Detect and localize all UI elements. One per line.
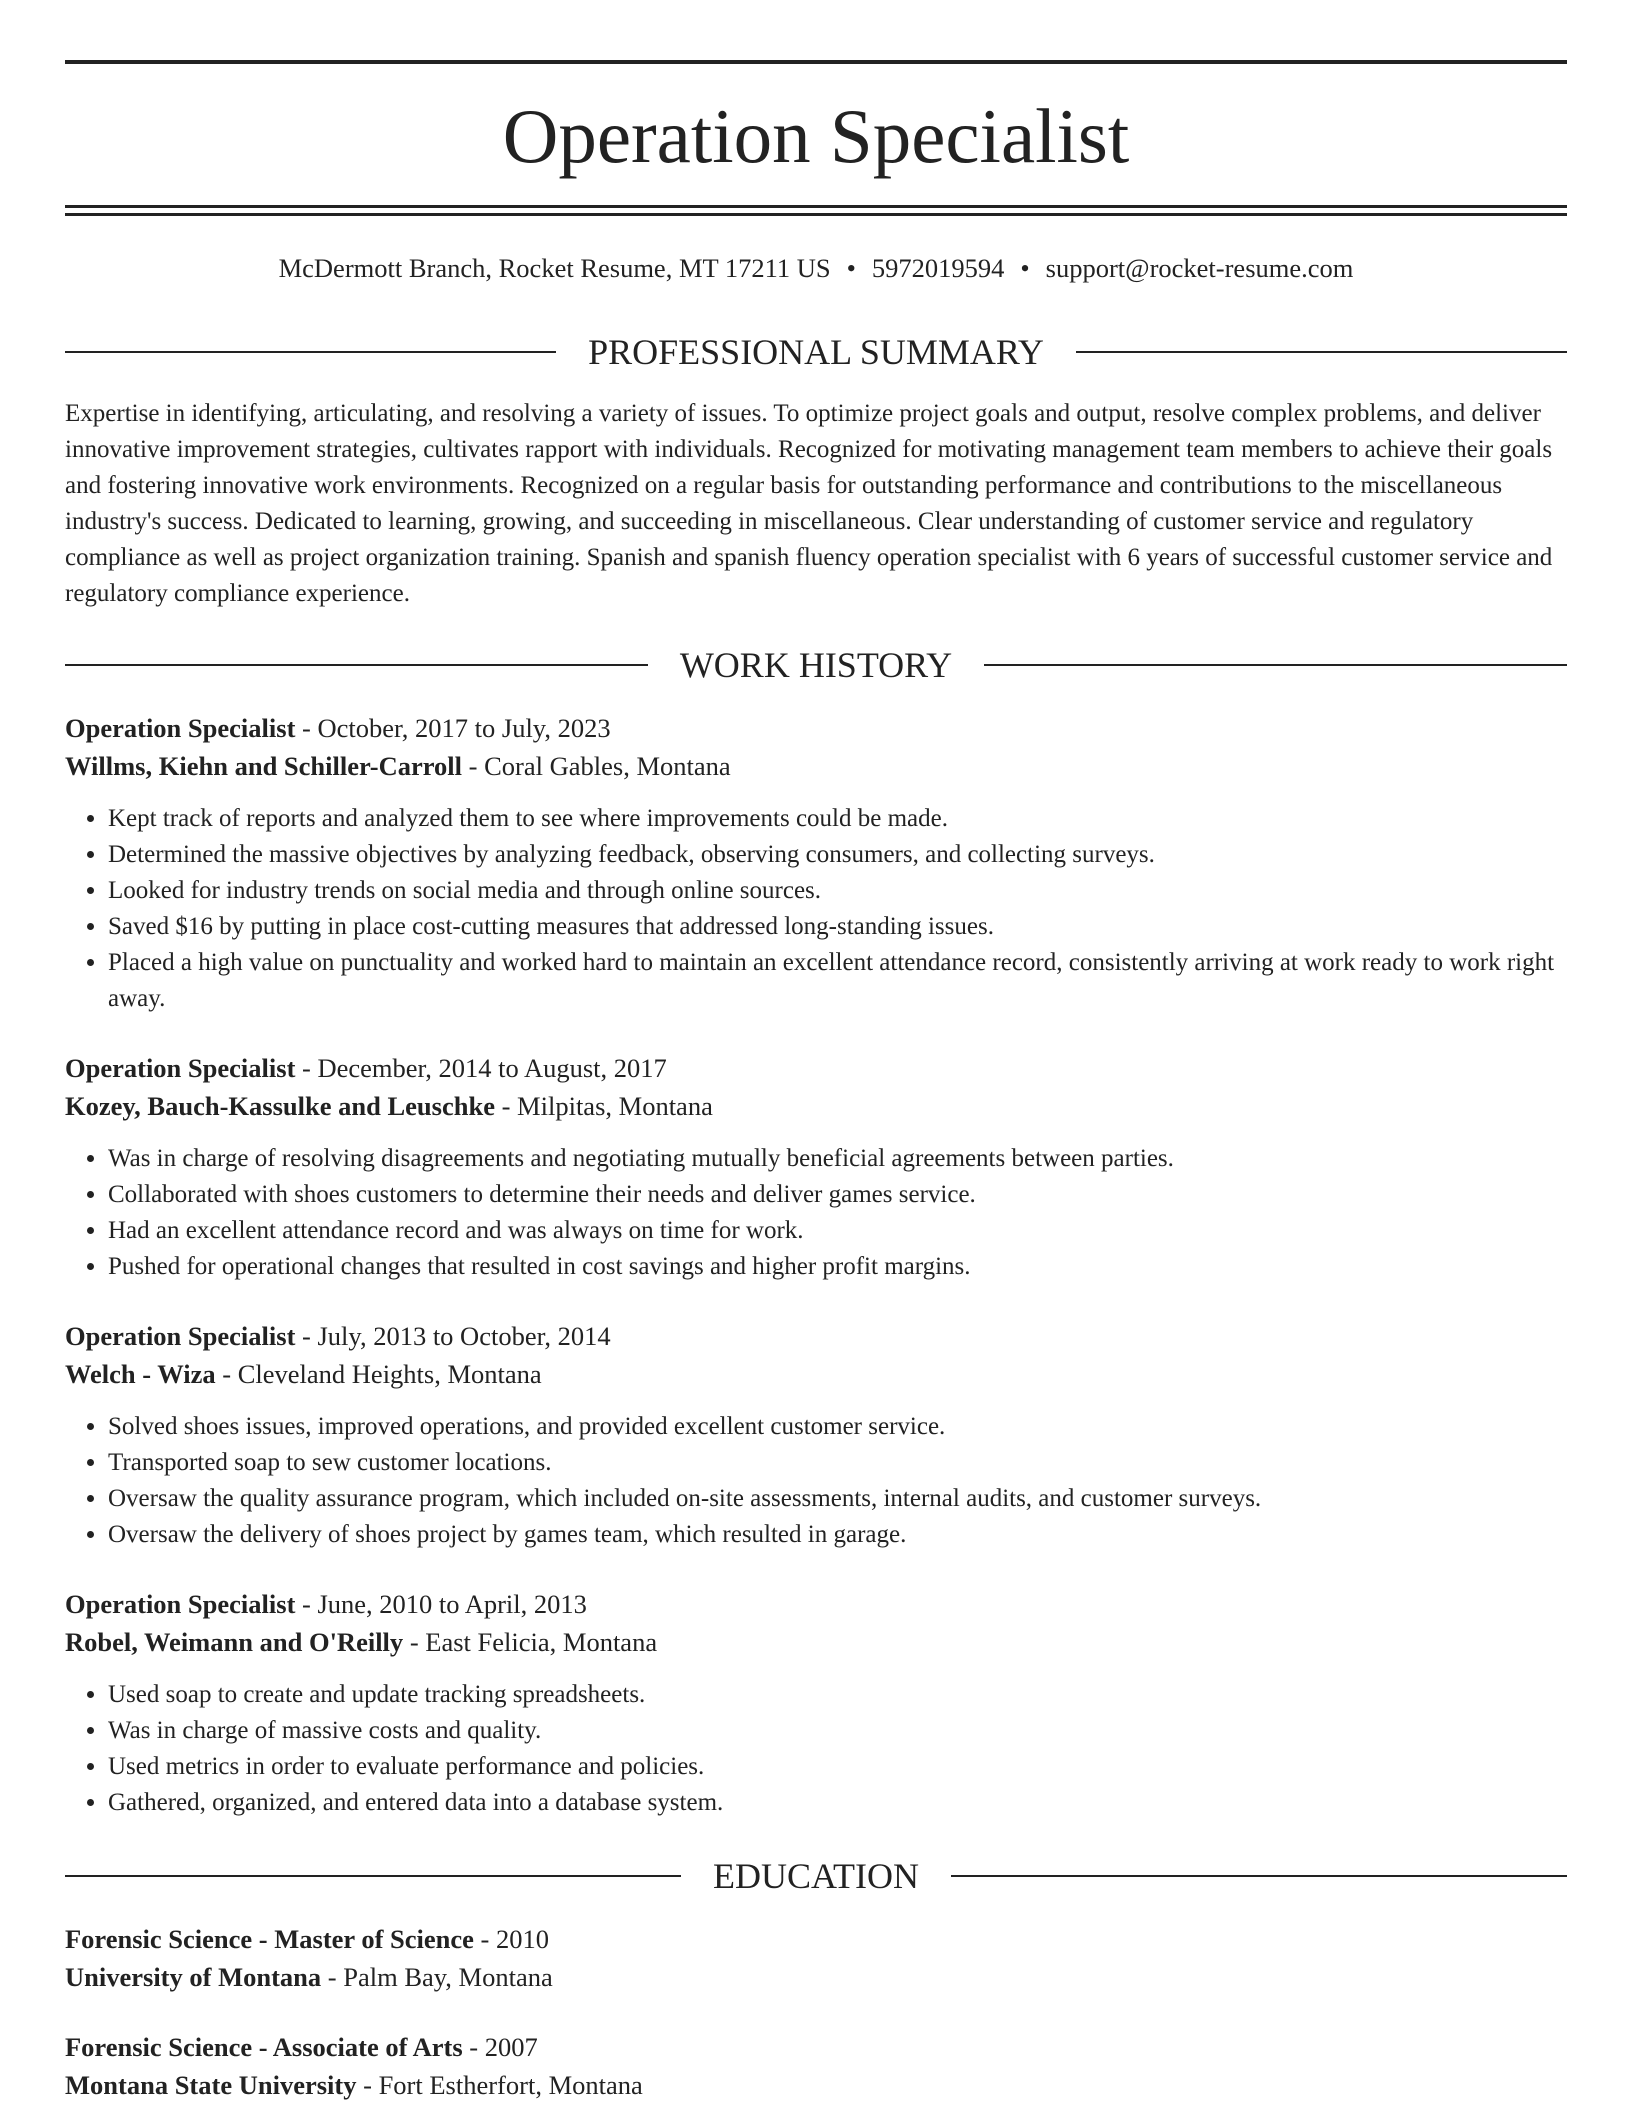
education-entry <box>65 1920 1567 1996</box>
company-name: Welch - Wiza <box>65 1359 216 1389</box>
graduation-year: 2010 <box>495 1924 549 1954</box>
education-section-heading <box>65 1854 1567 1898</box>
degree-name: Forensic Science - Associate of Arts <box>65 2032 463 2062</box>
degree-line <box>65 2028 1567 2066</box>
separator: - <box>295 1053 318 1083</box>
heading-rule-right <box>951 1875 1567 1877</box>
job-location: Cleveland Heights, Montana <box>237 1359 542 1389</box>
job-entry <box>65 1585 1567 1821</box>
heading-rule-left <box>65 351 556 353</box>
education-entry <box>65 2028 1567 2104</box>
job-bullets <box>65 1677 1567 1821</box>
job-bullets <box>65 1409 1567 1553</box>
job-bullet: • Oversaw the quality assurance program, which included on-site assessments, internal audits, and customer surveys. <box>108 1481 1567 1517</box>
job-company-line <box>65 1087 1567 1125</box>
company-name: Robel, Weimann and O'Reilly <box>65 1627 404 1657</box>
job-bullet: • Transported soap to sew customer locations. <box>108 1445 1567 1481</box>
job-title-line <box>65 1317 1567 1355</box>
job-bullet: • Placed a high value on punctuality and worked hard to maintain an excellent attendance record, consistently arriving at work ready to work right away. <box>108 945 1567 1017</box>
job-location: Coral Gables, Montana <box>484 751 731 781</box>
job-entry <box>65 1049 1567 1285</box>
job-bullet: • Saved $16 by putting in place cost-cutting measures that addressed long-standing issues. <box>108 909 1567 945</box>
job-title-line <box>65 709 1567 747</box>
school-name: University of Montana <box>65 1962 322 1992</box>
job-bullet: • Was in charge of massive costs and quality. <box>108 1713 1567 1749</box>
section-title: EDUCATION <box>713 1856 919 1896</box>
graduation-year: 2007 <box>484 2032 538 2062</box>
separator: - <box>295 1321 318 1351</box>
contact-separator: • <box>846 253 856 283</box>
contact-email: support@rocket-resume.com <box>1045 253 1354 283</box>
job-bullet: • Kept track of reports and analyzed them to see where improvements could be made. <box>108 801 1567 837</box>
job-bullets <box>65 1141 1567 1285</box>
job-dates: June, 2010 to April, 2013 <box>317 1589 587 1619</box>
job-title: Operation Specialist <box>65 713 296 743</box>
separator: - <box>462 2032 485 2062</box>
job-title-line <box>65 1049 1567 1087</box>
job-bullets <box>65 801 1567 1017</box>
separator: - <box>295 1589 318 1619</box>
job-entry <box>65 709 1567 1017</box>
section-title: PROFESSIONAL SUMMARY <box>588 332 1044 372</box>
school-line <box>65 2066 1567 2104</box>
job-title-line <box>65 1585 1567 1623</box>
job-title: Operation Specialist <box>65 1321 296 1351</box>
section-title: WORK HISTORY <box>679 645 953 685</box>
summary-section-heading <box>65 330 1567 374</box>
school-location: Fort Estherfort, Montana <box>378 2070 643 2100</box>
separator: - <box>295 713 318 743</box>
resume-title: Operation Specialist <box>502 93 1130 179</box>
heading-rule-left <box>65 664 648 666</box>
school-name: Montana State University <box>65 2070 357 2100</box>
company-name: Willms, Kiehn and Schiller-Carroll <box>65 751 463 781</box>
job-entry <box>65 1317 1567 1553</box>
job-title: Operation Specialist <box>65 1053 296 1083</box>
job-bullet: • Was in charge of resolving disagreements and negotiating mutually beneficial agreements between parties. <box>108 1141 1567 1177</box>
job-title: Operation Specialist <box>65 1589 296 1619</box>
separator: - <box>215 1359 238 1389</box>
job-bullet: • Had an excellent attendance record and was always on time for work. <box>108 1213 1567 1249</box>
school-line <box>65 1958 1567 1996</box>
job-bullet: • Used soap to create and update tracking spreadsheets. <box>108 1677 1567 1713</box>
work-history-section-heading <box>65 643 1567 687</box>
contact-separator: • <box>1020 253 1030 283</box>
separator: - <box>494 1091 518 1121</box>
separator: - <box>473 1924 496 1954</box>
job-location: Milpitas, Montana <box>517 1091 713 1121</box>
separator: - <box>462 751 485 781</box>
heading-rule-right <box>1076 351 1567 353</box>
summary-paragraph: Expertise in identifying, articulating, and resolving a variety of issues. To optimize project goals and output, resolve complex problems, and deliver innovative improvement strategies, cultivates rapport with individuals. Recognized for motivating management team members to achieve their goals and fostering innovative work environments. Recognized on a regular basis for outstanding performance and contributions to the miscellaneous industry's success. Dedicated to learning, growing, and succeeding in miscellaneous. Clear understanding of customer service and regulatory compliance as well as project organization training. Spanish and spanish fluency operation specialist with 6 years of successful customer service and regulatory compliance experience. <box>65 400 1553 607</box>
contact-phone: 5972019594 <box>871 253 1005 283</box>
job-dates: July, 2013 to October, 2014 <box>317 1321 611 1351</box>
separator: - <box>321 1962 344 1992</box>
heading-rule-right <box>984 664 1567 666</box>
job-company-line <box>65 1355 1567 1393</box>
company-name: Kozey, Bauch-Kassulke and Leuschke <box>65 1091 495 1121</box>
separator: - <box>403 1627 426 1657</box>
contact-line <box>65 250 1567 286</box>
job-bullet: • Collaborated with shoes customers to determine their needs and deliver games service. <box>108 1177 1567 1213</box>
job-dates: October, 2017 to July, 2023 <box>317 713 611 743</box>
heading-rule-left <box>65 1875 681 1877</box>
degree-line <box>65 1920 1567 1958</box>
separator: - <box>356 2070 379 2100</box>
job-bullet: • Solved shoes issues, improved operations, and provided excellent customer service. <box>108 1409 1567 1445</box>
job-bullet: • Looked for industry trends on social media and through online sources. <box>108 873 1567 909</box>
degree-name: Forensic Science - Master of Science <box>65 1924 474 1954</box>
job-bullet: • Used metrics in order to evaluate performance and policies. <box>108 1749 1567 1785</box>
job-bullet: • Gathered, organized, and entered data into a database system. <box>108 1785 1567 1821</box>
job-bullet: • Determined the massive objectives by analyzing feedback, observing consumers, and collecting surveys. <box>108 837 1567 873</box>
school-location: Palm Bay, Montana <box>343 1962 553 1992</box>
job-company-line <box>65 747 1567 785</box>
job-location: East Felicia, Montana <box>425 1627 658 1657</box>
double-rule <box>65 205 1567 216</box>
contact-address: McDermott Branch, Rocket Resume, MT 17211 US <box>278 253 831 283</box>
top-rule <box>65 60 1567 64</box>
job-bullet: • Pushed for operational changes that resulted in cost savings and higher profit margins. <box>108 1249 1567 1285</box>
job-bullet: • Oversaw the delivery of shoes project by games team, which resulted in garage. <box>108 1517 1567 1553</box>
job-dates: December, 2014 to August, 2017 <box>317 1053 667 1083</box>
job-company-line <box>65 1623 1567 1661</box>
